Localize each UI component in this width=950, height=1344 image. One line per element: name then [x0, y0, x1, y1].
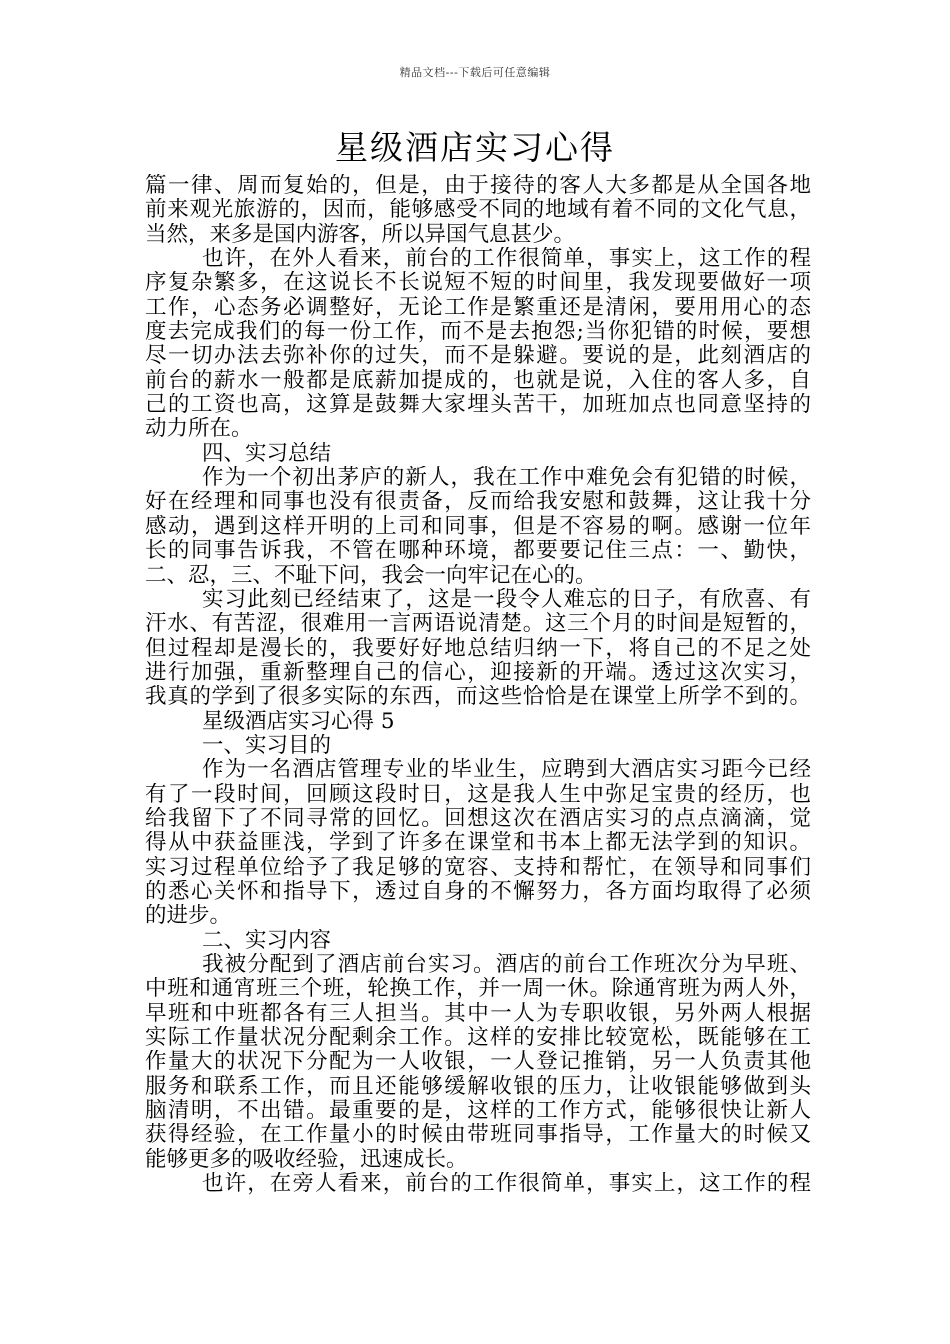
text-line: 己的工资也高，这算是鼓舞大家埋头苦干，加班加点也同意坚持的 — [145, 393, 811, 418]
text-line: 作量大的状况下分配为一人收银，一人登记推销，另一人负责其他 — [145, 1050, 811, 1075]
text-line: 中班和通宵班三个班，轮换工作，并一周一休。除通宵班为两人外， — [145, 977, 811, 1002]
text-line: 一、实习目的 — [202, 733, 332, 758]
text-line: 工作，心态务必调整好，无论工作是繁重还是清闲，要用用心的态 — [145, 295, 811, 320]
text-line: 但过程却是漫长的，我要好好地总结归纳一下，将自己的不足之处 — [145, 636, 811, 661]
text-line: 能够更多的吸收经验，迅速成长。 — [145, 1147, 468, 1172]
text-line: 篇一律、周而复始的，但是，由于接待的客人大多都是从全国各地 — [145, 174, 811, 198]
text-line: 也许，在外人看来，前台的工作很简单，事实上，这工作的程 — [202, 247, 811, 272]
text-line: 脑清明，不出错。最重要的是，这样的工作方式，能够很快让新人 — [145, 1099, 811, 1124]
text-line: 感动，遇到这样开明的上司和同事，但是不容易的啊。感谢一位年 — [145, 514, 811, 539]
text-line: 也许，在旁人看来，前台的工作很简单，事实上，这工作的程 — [202, 1172, 811, 1197]
text-line: 获得经验，在工作量小的时候由带班同事指导，工作量大的时候又 — [145, 1123, 811, 1148]
text-line: 二、实习内容 — [202, 928, 332, 953]
text-line: 长的同事告诉我，不管在哪种环境，都要要记住三点：一、勤快， — [145, 539, 811, 564]
document-body — [145, 174, 811, 1196]
text-line: 给我留下了不同寻常的回忆。回想这次在酒店实习的点点滴滴，觉 — [145, 806, 811, 831]
text-line: 当然，来多是国内游客，所以异国气息甚少。 — [145, 222, 576, 247]
text-line: 好在经理和同事也没有很责备，反而给我安慰和鼓舞，这让我十分 — [145, 490, 811, 515]
text-line: 作为一名酒店管理专业的毕业生，应聘到大酒店实习距今已经 — [202, 758, 811, 783]
text-line: 作为一个初出茅庐的新人，我在工作中难免会有犯错的时候， — [202, 466, 811, 491]
text-line: 前台的薪水一般都是底薪加提成的，也就是说，入住的客人多，自 — [145, 368, 811, 393]
text-line: 四、实习总结 — [202, 441, 332, 466]
text-line: 我被分配到了酒店前台实习。酒店的前台工作班次分为早班、 — [202, 953, 811, 977]
text-line: 的进步。 — [145, 904, 232, 929]
text-line: 尽一切办法去弥补你的过失，而不是躲避。要说的是，此刻酒店的 — [145, 344, 811, 369]
text-line: 我真的学到了很多实际的东西，而这些恰恰是在课堂上所学不到的。 — [145, 685, 811, 710]
text-line: 前来观光旅游的，因而，能够感受不同的地域有着不同的文化气息， — [145, 198, 811, 223]
text-line: 度去完成我们的每一份工作，而不是去抱怨;当你犯错的时候，要想 — [145, 320, 811, 345]
text-line: 二、忍，三、不耻下问，我会一向牢记在心的。 — [145, 563, 597, 588]
text-line: 得从中获益匪浅，学到了许多在课堂和书本上都无法学到的知识。 — [145, 831, 811, 856]
text-line: 进行加强，重新整理自己的信心，迎接新的开端。透过这次实习， — [145, 660, 811, 685]
header-note: 精品文档---下载后可任意编辑 — [399, 66, 551, 79]
text-line: 实习过程单位给予了我足够的宽容、支持和帮忙，在领导和同事们 — [145, 855, 811, 880]
text-line: 星级酒店实习心得 5 — [202, 709, 395, 734]
text-line: 早班和中班都各有三人担当。其中一人为专职收银，另外两人根据 — [145, 1001, 811, 1026]
text-line: 的悉心关怀和指导下，透过自身的不懈努力，各方面均取得了必须 — [145, 879, 811, 904]
text-line: 实习此刻已经结束了，这是一段令人难忘的日子，有欣喜、有 — [202, 587, 811, 612]
document-title: 星级酒店实习心得 — [335, 128, 615, 167]
text-line: 服务和联系工作，而且还能够缓解收银的压力，让收银能够做到头 — [145, 1074, 811, 1099]
text-line: 汗水、有苦涩，很难用一言两语说清楚。这三个月的时间是短暂的， — [145, 612, 811, 637]
text-line: 实际工作量状况分配剩余工作。这样的安排比较宽松，既能够在工 — [145, 1026, 811, 1051]
text-line: 有了一段时间，回顾这段时日，这是我人生中弥足宝贵的经历，也 — [145, 782, 811, 807]
text-line: 动力所在。 — [145, 417, 253, 442]
text-line: 序复杂繁多，在这说长不长说短不短的时间里，我发现要做好一项 — [145, 271, 811, 296]
